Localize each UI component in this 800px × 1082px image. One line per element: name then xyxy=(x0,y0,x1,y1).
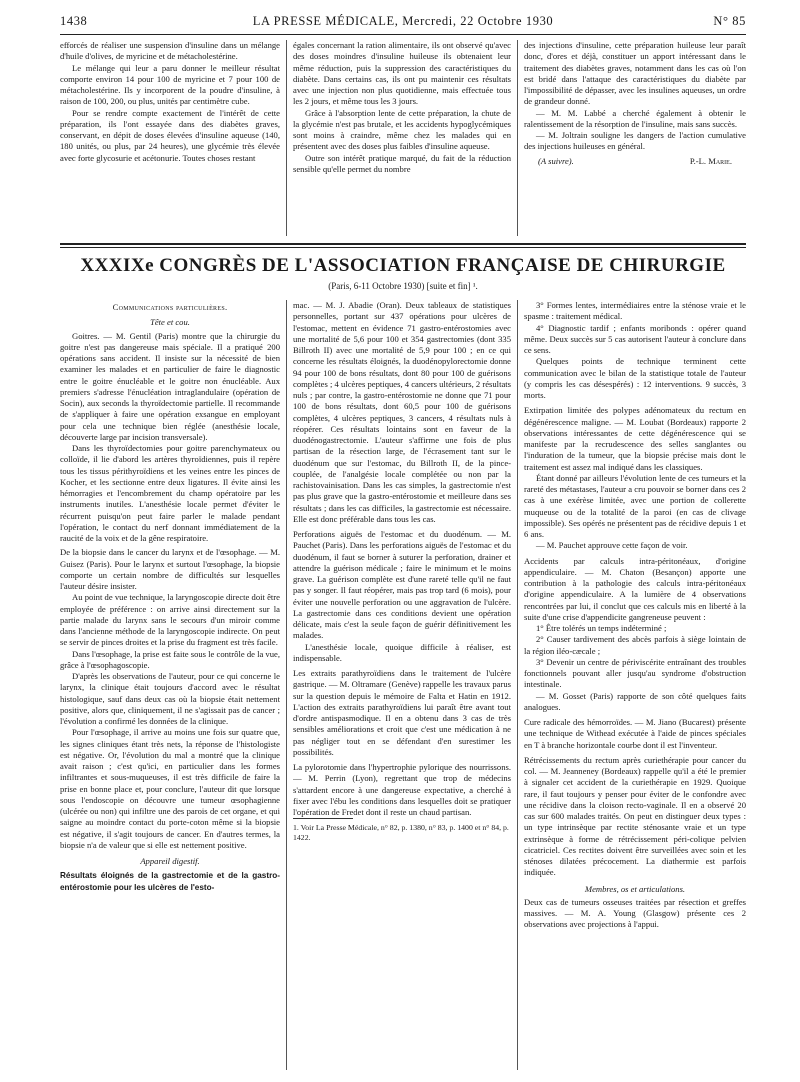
paragraph: 3° Formes lentes, intermédiaires entre la sténose vraie et le spasme : traitement médical. xyxy=(524,300,746,322)
paragraph: Au point de vue technique, la laryngoscopie directe doit être employée de préférence : on arrive ainsi directement sur la partie malade du larynx sans le secours d'un miroir comme dans l'ancienne méthode de la laryngoscopie indirecte. On peut se servir de pinces droites et la prise du fragment est très facile. xyxy=(60,592,280,648)
paragraph: — M. Pauchet approuve cette façon de voir. xyxy=(536,540,688,551)
paragraph: Perforations aiguës de l'estomac et du duodénum. — M. Pauchet (Paris). Dans les perforations aiguës de l'estomac et du duodénum, il faut se borner à suturer la perforation, drainer et attendre la guérison médicale ; faire le minimum et le moins grave. La guérison complète est d'une rareté telle qu'il ne faut pas y songer. Il faut réopérer, mais pas trop tard (6 mois), pour éviter une nouvelle perforation ou une aggravation de l'ulcère. La gastrectomie dans ces conditions devient une opération délicate, mais c'est la seule façon de guérir définitivement les malades. xyxy=(293,529,511,641)
section-subheading: Tête et cou. xyxy=(150,317,190,328)
paragraph: Accidents par calculs intra-péritonéaux, d'origine appendiculaire. — M. Chaton (Besançon) apporte une contribution à la pathologie des calculs intra-péritonéaux d'origine appendiculaire. A la lumière de 4 observations rencontrées par lui, il conclut que ces calculs mis en liberté à la suite d'une crise d'appendicite gangreneuse peuvent : xyxy=(524,555,746,622)
page-header xyxy=(60,14,746,32)
paragraph: Grâce à l'absorption lente de cette préparation, la chute de la glycémie n'est pas brutale, et les accidents hypoglycémiques sont moins à craindre, même chez les malades qui en présentent avec des doses plus faibles d'insuline aqueuse. xyxy=(293,107,511,152)
footnote-rule xyxy=(293,818,353,819)
paragraph: L'anesthésie locale, quoique difficile à réaliser, est indispensable. xyxy=(293,641,511,663)
paragraph: La pylorotomie dans l'hypertrophie pylorique des nourrissons. — M. Perrin (Lyon), regrettant que trop de médecins s'attardent encore à une dangereuse expectative, a cherché à fixer avec l'ébu les conditions dans lesquelles doit se pratiquer l'opération de Fredet dont il reste un chaud partisan. xyxy=(293,762,511,817)
paragraph: 1° Être tolérés un temps indéterminé ; xyxy=(536,623,667,633)
top-column-3 xyxy=(524,40,746,240)
paragraph: Deux cas de tumeurs osseuses traitées par résection et greffes massives. — M. A. Young (Glasgow) présente ces 2 observations avec projections à l'appui. xyxy=(524,896,746,930)
footnote: 1. Voir La Presse Médicale, n° 82, p. 1380, n° 83, p. 1400 et n° 84, p. 1422. xyxy=(293,823,509,842)
page-number: 1438 xyxy=(60,14,88,28)
header-rule xyxy=(60,34,746,35)
signature-line xyxy=(524,156,746,168)
journal-title: LA PRESSE MÉDICALE, Mercredi, 22 Octobre 1930 xyxy=(252,14,554,28)
top-column-1 xyxy=(60,40,280,240)
paragraph: Outre son intérêt pratique marqué, du fait de la réduction sensible qu'elle permet du nombre xyxy=(293,152,511,174)
paragraph: Pour se rendre compte exactement de l'intérêt de cette préparation, ils l'ont essayée dans des diabètes graves, conservant, en dépit de doses élevées d'insuline aqueuse (140, 180 unités, ou plus, par 24 heures), une glycémie très élevée avec forte glycosurie et acétonurie. Toutes choses restant xyxy=(60,107,280,163)
paragraph: 3° Devenir un centre de périviscérite entraînant des troubles fonctionnels pouvant aller jusqu'au syndrome d'obstruction intestinale. xyxy=(524,656,746,690)
paragraph: — M. Joltrain souligne les dangers de l'action cumulative des injections huileuses en général. xyxy=(524,130,746,152)
paragraph: Dans l'œsophage, la prise est faite sous le contrôle de la vue, grâce à l'œsophagoscopie. xyxy=(60,648,280,670)
paragraph: 4° Diagnostic tardif ; enfants moribonds : opérer quand même. Deux succès sur 5 cas autorisent l'auteur à conclure dans ce sens. xyxy=(524,322,746,355)
paragraph: D'après les observations de l'auteur, pour ce qui concerne le larynx, la clinique était toujours d'accord avec le résultat histologique, sauf dans deux cas où la biopsie était nettement positive, alors que, cliniquement, il ne s'agissait pas de cancer ; l'évolution a confirmé les données de la clinique. xyxy=(60,671,280,726)
paragraph: 2° Causer tardivement des abcès parfois à siège lointain de la région iléo-cæcale ; xyxy=(524,634,746,656)
paragraph: des injections d'insuline, cette préparation huileuse leur paraît donc, d'ores et déjà, constituer un apport intéressant dans le traitement des diabètes graves, notamment dans les cas où l'on est bridé dans l'attaque des caractéristiques du diabète par l'impossibilité de dépasser, avec les insulines aqueuses, un ordre de grandeur donné. xyxy=(524,40,746,107)
paragraph: égales concernant la ration alimentaire, ils ont observé qu'avec des doses moindres d'insuline huileuse ils obtenaient leur même réduction, puis la suppression des caractéristiques du diabète. Dans certains cas, ils ont pu maintenir ces résultats avec une injection non plus quotidienne, mais effectuée tous les 2 jours, et même tous les 3 jours. xyxy=(293,40,511,107)
column-divider xyxy=(517,40,518,236)
congress-subtitle: (Paris, 6-11 Octobre 1930) [suite et fin] ¹. xyxy=(328,281,478,291)
paragraph: Extirpation limitée des polypes adénomateux du rectum en dégénérescence maligne. — M. Loubat (Bordeaux) rapporte 2 observations intéressantes de cette dégénérescence qui se manifeste par la recrudescence des selles sanglantes ou l'induration de la tumeur, que la biopsie précise mais dont le traitement est assez mal indiqué dans les classiques. xyxy=(524,405,746,472)
congress-title: XXXIXe CONGRÈS DE L'ASSOCIATION FRANÇAISE DE CHIRURGIE xyxy=(80,255,726,276)
paragraph: Goitres. — M. Gentil (Paris) montre que la chirurgie du goitre n'est pas dangereuse mais spéciale. Il a pratiqué 200 opérations sans accident. Il insiste sur la nécessité de bien examiner les malades et en particulier de faire le diagnostic entre le goitre énucléable et le goitre non énucléable. Aux premiers s'adresse l'énucléation intraglandulaire (opération de Socin), aux seconds la thyroïdectomie partielle. Il recommande de s'appliquer à faire une opération exsangue en employant pour cela une technique bien réglée (anesthésie locale, découverte large par incision transversale). xyxy=(60,330,280,442)
section-rule xyxy=(60,243,746,245)
paragraph: — M. Gosset (Paris) rapporte de son côté quelques faits analogues. xyxy=(524,690,746,712)
column-divider xyxy=(286,300,287,1070)
article-column-3 xyxy=(524,300,746,1075)
section-subheading: Appareil digestif. xyxy=(140,856,200,866)
column-divider xyxy=(517,300,518,1070)
paragraph: Le mélange qui leur a paru donner le meilleur résultat comporte environ 14 pour 100 de myricine et 7 pour 100 de métacholestérine. Ils y incorporent de la poudre d'insuline, à raison de 100, 200, ou plus, unités par centimètre cube. xyxy=(60,62,280,107)
paragraph: Rétrécissements du rectum après curiethérapie pour cancer du col. — M. Jeanneney (Bordeaux) rappelle qu'il a été le premier à signaler cet accident de la curiethérapie en 1929. Quoique rare, il faut toujours y penser pour éviter de le confondre avec une récidive dans la cloison recto-vaginale. Il en a observé 20 cas sur 600 malades traités. On peut en distinguer deux types : un type intrinsèque par rectite sténosante vraie et un type extrinsèque à forme de rétrécissement péri-colique pelvien cicatriciel. Ces rectites doivent être surveillées avec soin et les sténoses dilatées précocement. La diathermie est parfois indiquée. xyxy=(524,754,746,878)
paragraph: De la biopsie dans le cancer du larynx et de l'œsophage. — M. Guisez (Paris). Pour le larynx et surtout l'œsophage, la biopsie comporte un certain nombre de difficultés sur lesquelles l'auteur désire insister. xyxy=(60,547,280,591)
column-divider xyxy=(286,40,287,236)
top-column-2 xyxy=(293,40,511,240)
section-rule-thin xyxy=(60,247,746,248)
paragraph: Pour l'œsophage, il arrive au moins une fois sur quatre que, les signes cliniques étant très nets, la réponse de l'histologiste est négative. Or, l'évolution du mal a montré que la clinique avait raison ; c'est qu'ici, en particulier dans les formes infiltrantes et sous-muqueuses, il est très difficile de faire la prise en bonne place et, pour conclure, l'auteur dit que lorsque sous l'endoscopie on découvre une tumeur œsophagienne (ulcérée ou non) qui infiltre une des parois de cet organe, et qui saigne au moindre contact du porte-coton même si la biopsie est négative, il s'agit toujours de cancer. En d'autres termes, la biopsie n'a de valeur que si elle est nettement positive. xyxy=(60,727,280,850)
paragraph: Dans les thyroïdectomies pour goitre parenchymateux ou colloïde, il lie d'abord les artères thyroïdiennes, puis il repère tous les tissus périthyroïdiens et les veines entre les pinces de Kocher, et les sectionne entre deux ligatures. Il évite ainsi les hémorragies et l'encombrement du champ opératoire par les instruments inutiles. L'anesthésie locale permet d'éviter le récurrent puisqu'on peut faire parler le malade pendant l'opération, le contact du nerf donnant immédiatement de la raucité de la voix et de la gêne respiratoire. xyxy=(60,443,280,543)
paragraph: mac. — M. J. Abadie (Oran). Deux tableaux de statistiques personnelles, portant sur 437 opérations pour ulcères de l'estomac, mettent en évidence 71 gastro-entérostomies avec une mortalité de 5,6 pour 100 et 354 gastrectomies (dont 335 Billroth II) avec une mortalité de 5,9 pour 100 ; en ce qui concerne les résultats éloignés, la duodénopylorectomie donne 94 pour 100 de bons résultats, dont 80 pour 100 de guérisons complètes ; 4 ulcères peptiques, 4 cancers ultérieurs, 2 résultats nuls ; par contre, la gastro-entérostomie ne donne que 71 pour 100 de bons résultats, dont 60,5 pour 100 de guérisons complètes, 4 ulcères peptiques, 3 cancers, 4 résultats nuls à réopérer. Ces résultats lointains sont en faveur de la duodénogastrectomie. L'auteur s'affirme une fois de plus partisan de la résection large, de l'écrasement tant sur le duodénum que sur l'estomac, du Billroth II, de la pince-couplée, de l'analgésie locale complétée ou non par la rachistovainisation. Dans les cas simples, la gastrectomie n'est pas plus grave que la gastro-entérostomie et meilleure dans ses résultats ; dans les cas difficiles, la gastrectomie est nécessaire. Elle est donc préférable dans tous les cas. xyxy=(293,300,511,524)
to-be-continued: (A suivre). xyxy=(538,155,574,166)
section-heading: Communications particulières. xyxy=(112,302,228,312)
article-heading: Résultats éloignés de la gastrectomie et de la gastro-entérostomie pour les ulcères de l'esto- xyxy=(60,871,280,892)
paragraph: — M. M. Labbé a cherché également à obtenir le ralentissement de la résorption de l'insuline, mais sans succès. xyxy=(524,107,746,129)
author-signature: P.-L. Marie. xyxy=(689,155,732,166)
paragraph: Quelques points de technique terminent cette communication avec le bilan de la statistique totale de l'auteur (y compris les cas désespérés) : 12 interventions. 9 succès, 3 morts. xyxy=(524,356,746,400)
paragraph: Les extraits parathyroïdiens dans le traitement de l'ulcère gastrique. — M. Oltramare (Genève) rappelle les travaux parus sur la question depuis le mémoire de Falta et Hatin en 1912. L'action des extraits parathyroïdiens lui paraît être avant tout d'ordre antispasmodique. Il en a obtenu dans 3 cas de très sensibles améliorations et croit que c'est une médication à ne pas négliger tout en se défendant d'en surestimer les possibilités. xyxy=(293,668,511,757)
issue-number: N° 85 xyxy=(713,14,746,28)
article-column-1 xyxy=(60,300,280,1075)
article-column-2 xyxy=(293,300,511,820)
paragraph: Cure radicale des hémorroïdes. — M. Jiano (Bucarest) présente une technique de Withead exécutée à l'aide de pinces spéciales en T à branche horizontale courbe dont il est l'inventeur. xyxy=(524,717,746,750)
section-subheading: Membres, os et articulations. xyxy=(584,883,686,894)
paragraph: efforcés de réaliser une suspension d'insuline dans un mélange d'huile d'olives, de myricine et de métacholestérine. xyxy=(60,40,280,62)
paragraph: Étant donné par ailleurs l'évolution lente de ces tumeurs et la rareté des métastases, l'auteur a cru pouvoir se borner dans ces 2 cas à une exérèse limitée, avec une portion de collerette muqueuse ou de la totalité de la paroi (en cas de clivage impossible). Ses opérés ne présentent pas de récidive depuis 1 et 6 ans. xyxy=(524,472,746,539)
